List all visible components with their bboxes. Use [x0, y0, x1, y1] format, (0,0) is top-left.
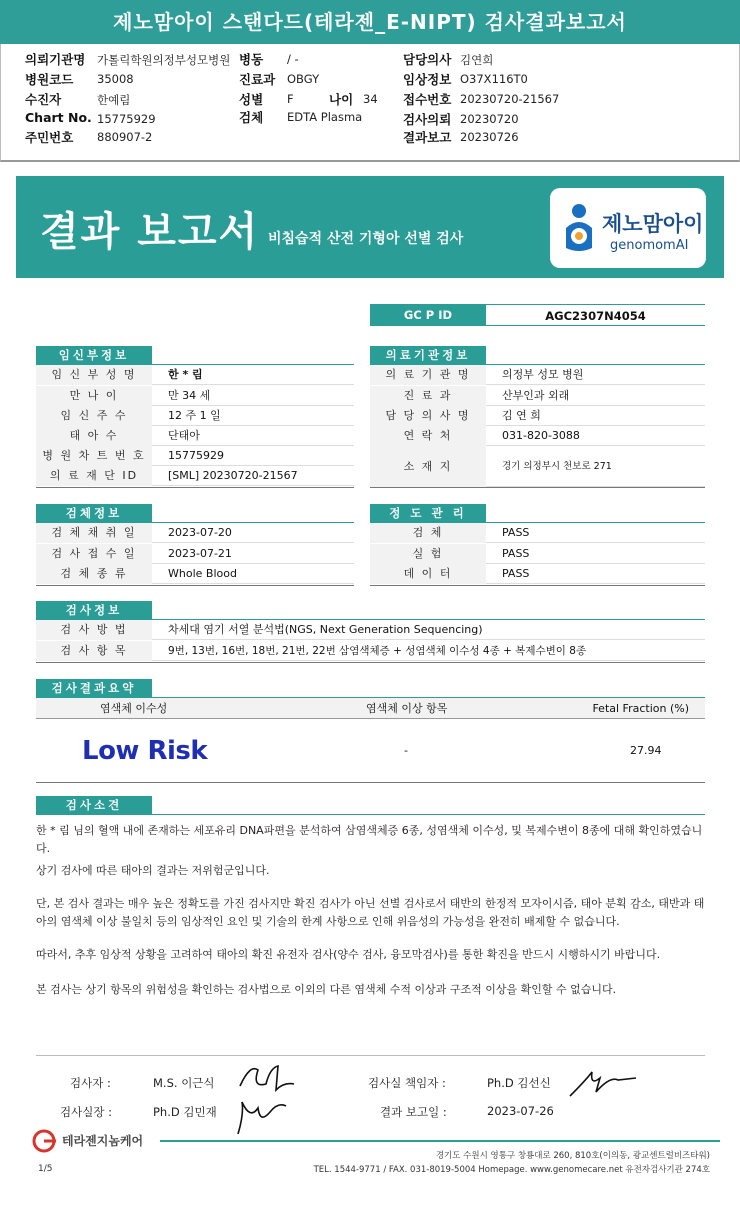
receipt-label: 접수번호	[403, 92, 452, 107]
table-bottom-line	[36, 782, 705, 783]
patient-header	[0, 44, 740, 162]
specimen-info-tag: 검체정보	[36, 504, 152, 522]
institution-value: 가톨릭학원의정부성모병원	[97, 53, 231, 67]
tester-name: M.S. 이근식	[153, 1076, 215, 1090]
table-row: 연 락 처 031-820-3088	[370, 426, 705, 446]
logo-text: 제노맘아이	[602, 212, 704, 236]
report-title-bar: 제노맘아이 스탠다드(테라젠_E-NIPT) 검사결과보고서	[0, 0, 740, 44]
qc-tag: 정 도 관 리	[370, 504, 486, 522]
test-info-tag: 검사정보	[36, 601, 152, 619]
ward-label: 병동	[239, 52, 264, 67]
col-aneuploidy: 염색체 이수성	[100, 702, 168, 715]
specimen-label: 검체	[239, 110, 264, 125]
medical-info-tag: 의료기관정보	[370, 346, 486, 364]
pregnant-info-tag: 임신부정보	[36, 346, 152, 364]
resident-value: 880907-2	[97, 130, 153, 144]
report-date-sig-label: 결과 보고일 :	[380, 1105, 447, 1119]
footer-address: 경기도 수원시 영통구 창룡대로 260, 810호(이의동, 광교센트럴비즈타워)	[435, 1151, 710, 1161]
abnormal-value: -	[404, 744, 408, 757]
sex-label: 성별	[239, 92, 264, 107]
table-row: 담 당 의 사 명 김 연 희	[370, 406, 705, 426]
banner-title: 결과 보고서	[40, 209, 260, 255]
table-bottom-line	[36, 487, 354, 488]
hospital-code-label: 병원코드	[25, 72, 74, 87]
table-row: 검 사 항 목 9번, 13번, 16번, 18번, 21번, 22번 삼염색체증 + 성염색체 이수성 4종 + 복제수변이 8종	[36, 641, 705, 661]
report-date-sig-value: 2023-07-26	[487, 1104, 554, 1118]
lab-head-name: Ph.D 김선신	[487, 1076, 551, 1090]
ward-value: / -	[287, 52, 299, 66]
clinical-value: O37X116T0	[460, 72, 528, 86]
table-row: 진 료 과 산부인과 외래	[370, 386, 705, 406]
institution-label: 의뢰기관명	[25, 52, 86, 67]
age-value: 34	[363, 92, 378, 106]
doctor-value: 김연희	[460, 53, 494, 67]
footer-contact: TEL. 1544-9771 / FAX. 031-8019-5004 Homepage. www.genomecare.net 유전자검사기관 274호	[313, 1165, 710, 1175]
findings-paragraph: 단, 본 검사 결과는 매우 높은 정확도를 가진 검사지만 확진 검사가 아닌 선별 검사로서 태반의 한정적 모자이시즘, 태아 분획 감소, 태반과 태아의 염색체 이상 불일치 등의 임상적인 요인 및 기술의 한계 사항으로 인해 위음성의 가능성을 완전히 배제할 수 없습니다.	[36, 897, 705, 928]
patient-label: 수진자	[25, 92, 62, 107]
specimen-value: EDTA Plasma	[287, 110, 363, 124]
table-row: 검 사 접 수 일 2023-07-21	[36, 544, 354, 564]
tester-signature	[236, 1060, 296, 1096]
banner-subtitle: 비침습적 산전 기형아 선별 검사	[268, 231, 464, 247]
table-row: 만 나 이 만 34 세	[36, 386, 354, 406]
table-row: 데 이 터 PASS	[370, 564, 705, 584]
low-risk-result: Low Risk	[82, 736, 208, 766]
table-row: 검 사 방 법 차세대 염기 서열 분석법(NGS, Next Generation Sequencing)	[36, 620, 705, 640]
section-divider	[36, 814, 705, 815]
request-value: 20230720	[460, 112, 519, 126]
table-row: 태 아 수 단태아	[36, 426, 354, 446]
table-bottom-line	[36, 585, 354, 586]
lab-chief-label: 검사실장 :	[60, 1105, 112, 1119]
age-label: 나이	[329, 92, 354, 107]
findings-paragraph: 따라서, 추후 임상적 상황을 고려하여 태아의 확진 유전자 검사(양수 검사, 융모막검사)를 통한 확진을 반드시 시행하시기 바랍니다.	[36, 948, 661, 961]
gcp-id-value: AGC2307N4054	[486, 304, 705, 326]
findings-paragraph: 상기 검사에 따른 태아의 결과는 저위험군입니다.	[36, 864, 270, 877]
report-date-value: 20230726	[460, 130, 519, 144]
footer-divider	[160, 1140, 720, 1142]
summary-tag: 검사결과요약	[36, 679, 152, 697]
report-date-label: 결과보고	[403, 130, 452, 145]
resident-label: 주민번호	[25, 130, 74, 145]
chart-label: Chart No.	[25, 110, 92, 125]
sex-value: F	[287, 92, 294, 106]
findings-tag: 검사소견	[36, 796, 152, 814]
dept-label: 진료과	[239, 72, 276, 87]
lab-head-label: 검사실 책임자 :	[368, 1076, 446, 1090]
footer-brand: 테라젠지놈케어	[62, 1134, 144, 1148]
receipt-value: 20230720-21567	[460, 92, 560, 106]
logo-subtext: genomomAI	[610, 238, 689, 253]
lab-chief-signature	[230, 1094, 290, 1138]
result-banner	[16, 176, 724, 278]
mother-baby-icon	[560, 202, 598, 254]
table-row: 병 원 차 트 번 호 15775929	[36, 446, 354, 466]
table-row: 임 신 부 성 명 한 * 림	[36, 365, 354, 385]
gcp-id-label: GC P ID	[370, 304, 486, 326]
request-label: 검사의뢰	[403, 112, 452, 127]
table-bottom-line	[36, 662, 705, 663]
signature-divider	[36, 1055, 705, 1056]
hospital-code-value: 35008	[97, 72, 134, 86]
table-row: 소 재 지 경기 의정부시 천보로 271	[370, 446, 705, 487]
table-row: 임 신 주 수 12 주 1 일	[36, 406, 354, 426]
table-bottom-line	[370, 585, 705, 586]
summary-header	[36, 697, 705, 719]
findings-paragraph: 한 * 림 님의 혈액 내에 존재하는 세포유리 DNA파편을 분석하여 삼염색체증 6종, 성염색체 이수성, 및 복제수변이 8종에 대해 확인하였습니다.	[36, 824, 703, 855]
tester-label: 검사자 :	[70, 1076, 111, 1090]
table-row: 의 료 재 단 ID [SML] 20230720-21567	[36, 466, 354, 486]
table-row: 의 료 기 관 명 의정부 성모 병원	[370, 365, 705, 385]
col-fetal-fraction: Fetal Fraction (%)	[592, 702, 689, 715]
table-bottom-line	[370, 487, 705, 488]
table-row: 검 체 PASS	[370, 523, 705, 543]
fetal-fraction-value: 27.94	[630, 744, 662, 757]
dept-value: OBGY	[287, 72, 320, 86]
genomom-logo	[550, 188, 706, 268]
table-row: 검 체 종 류 Whole Blood	[36, 564, 354, 584]
patient-value: 한예림	[97, 93, 131, 107]
table-row: 실 험 PASS	[370, 544, 705, 564]
table-row: 검 체 채 취 일 2023-07-20	[36, 523, 354, 543]
clinical-label: 임상정보	[403, 72, 452, 87]
col-abnormal: 염색체 이상 항목	[366, 702, 448, 715]
chart-value: 15775929	[97, 112, 156, 126]
lab-chief-name: Ph.D 김민재	[153, 1105, 217, 1119]
page-number: 1/5	[38, 1164, 53, 1174]
doctor-label: 담당의사	[403, 52, 452, 67]
terragen-logo-icon	[32, 1129, 58, 1153]
findings-paragraph: 본 검사는 상기 항목의 위험성을 확인하는 검사법으로 이외의 다른 염색체 수적 이상과 구조적 이상을 확인할 수 없습니다.	[36, 983, 617, 996]
lab-head-signature	[566, 1066, 638, 1102]
